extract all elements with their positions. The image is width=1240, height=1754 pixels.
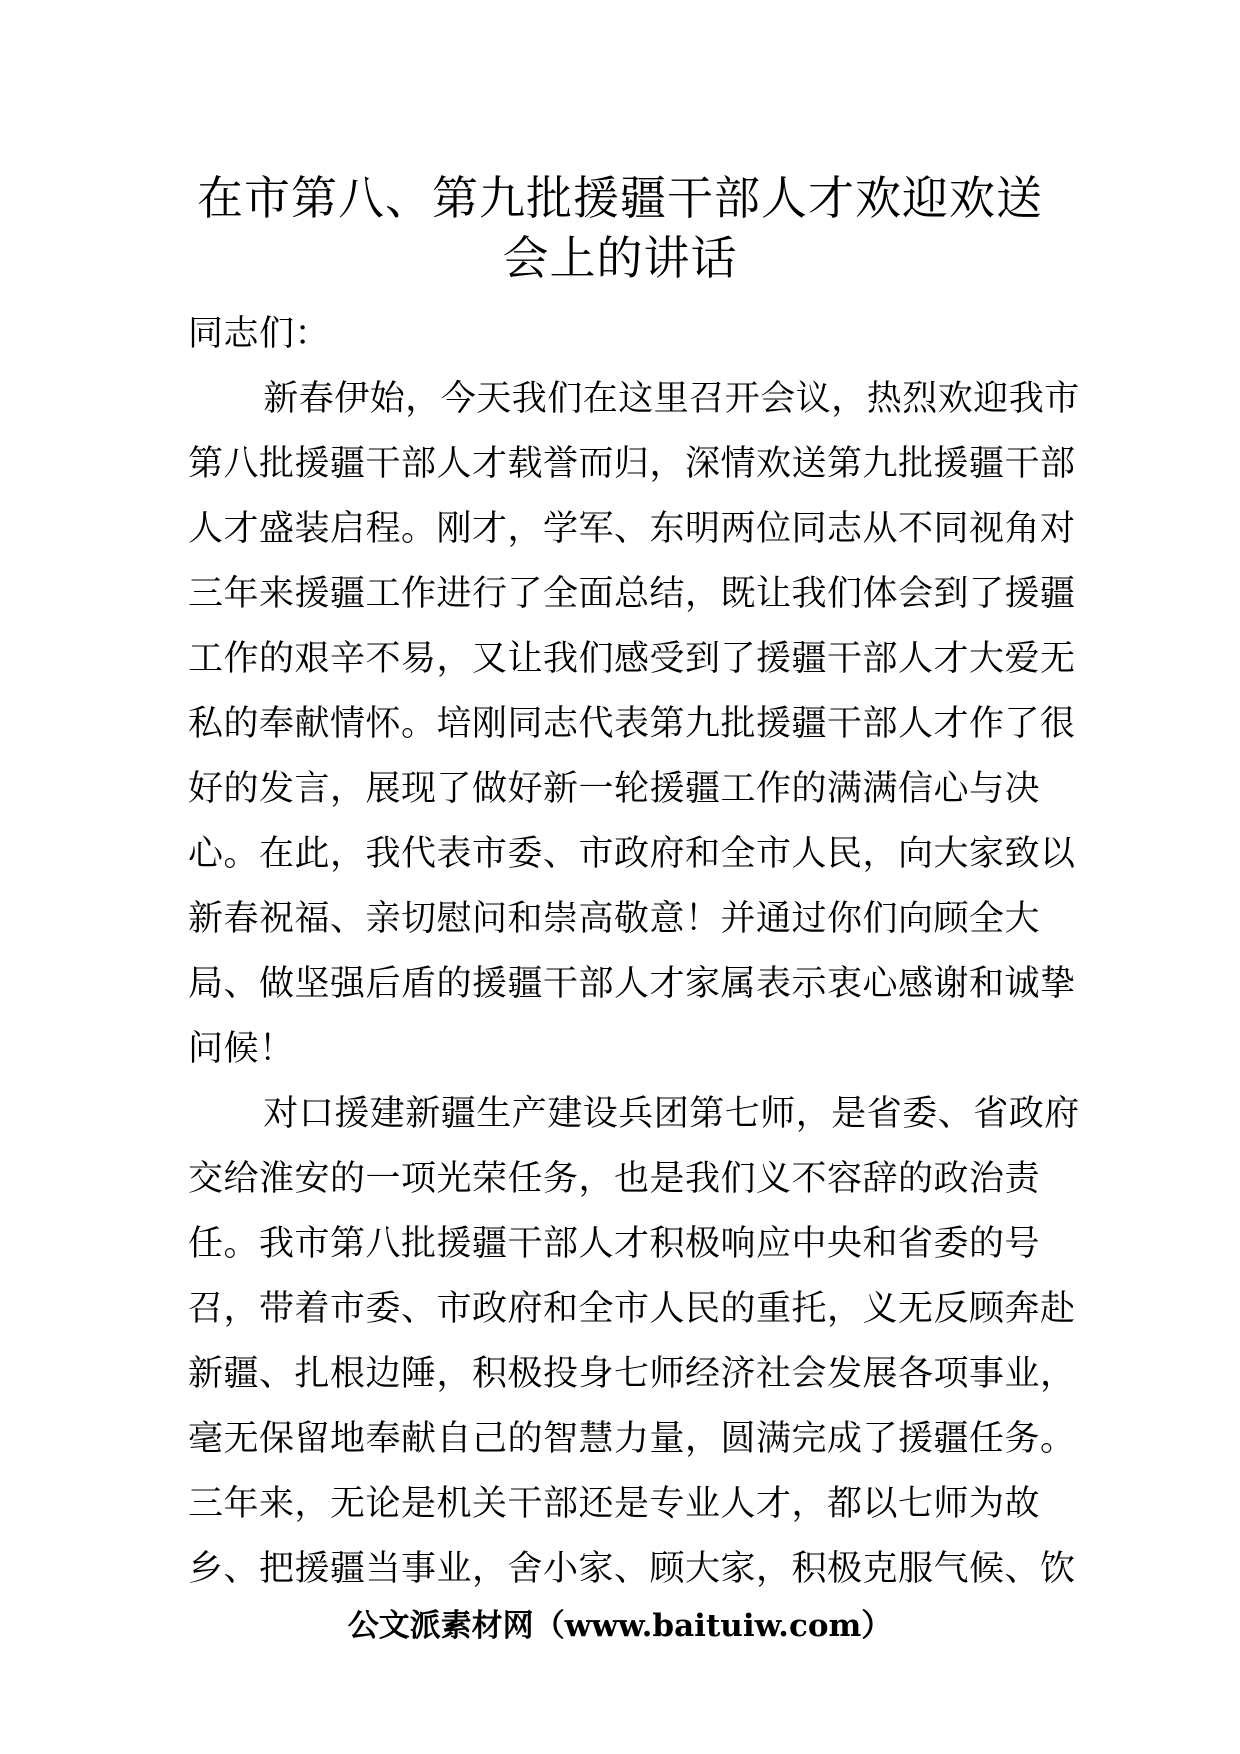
paragraph-line: 新疆、扎根边陲，积极投身七师经济社会发展各项事业， (188, 1354, 1076, 1394)
paragraph-line: 工作的艰辛不易，又让我们感受到了援疆干部人才大爱无 (188, 639, 1076, 679)
paragraph-line: 人才盛装启程。刚才，学军、东明两位同志从不同视角对 (188, 509, 1076, 549)
footer-brand: 公文派素材网 (347, 1608, 534, 1644)
paragraph-2 (188, 1082, 1080, 1602)
footer-site: （www.baituiw.com） (533, 1608, 893, 1644)
paragraph-line: 毫无保留地奉献自己的智慧力量，圆满完成了援疆任务。 (188, 1419, 1076, 1459)
title-line: 会上的讲话 (502, 231, 738, 285)
paragraph-line: 好的发言，展现了做好新一轮援疆工作的满满信心与决 (188, 769, 1041, 809)
paragraph-line: 对口援建新疆生产建设兵团第七师，是省委、省政府 (263, 1094, 1080, 1134)
paragraph-line: 第八批援疆干部人才载誉而归，深情欢送第九批援疆干部 (188, 444, 1076, 484)
document-body (188, 302, 1080, 1602)
paragraph-line: 局、做坚强后盾的援疆干部人才家属表示衷心感谢和诚挚 (188, 964, 1076, 1004)
paragraph-line: 心。在此，我代表市委、市政府和全市人民，向大家致以 (188, 834, 1076, 874)
paragraph-line: 乡、把援疆当事业，舍小家、顾大家，积极克服气候、饮 (188, 1549, 1076, 1589)
paragraph-line: 交给淮安的一项光荣任务，也是我们义不容辞的政治责 (188, 1159, 1041, 1199)
footer-watermark (0, 1604, 1240, 1648)
paragraph-line: 任。我市第八批援疆干部人才积极响应中央和省委的号 (188, 1224, 1041, 1264)
paragraph-line: 问候！ (188, 1029, 295, 1069)
paragraph-line: 三年来援疆工作进行了全面总结，既让我们体会到了援疆 (188, 574, 1076, 614)
paragraph-line: 召，带着市委、市政府和全市人民的重托，义无反顾奔赴 (188, 1289, 1076, 1329)
paragraph-line: 私的奉献情怀。培刚同志代表第九批援疆干部人才作了很 (188, 704, 1076, 744)
paragraph-line: 新春伊始，今天我们在这里召开会议，热烈欢迎我市 (263, 379, 1080, 419)
paragraph-1 (188, 367, 1080, 1082)
document-title (160, 168, 1080, 288)
salutation: 同志们： (188, 314, 331, 354)
paragraph-line: 新春祝福、亲切慰问和崇高敬意！并通过你们向顾全大 (188, 899, 1041, 939)
title-line: 在市第八、第九批援疆干部人才欢迎欢送 (197, 171, 1043, 225)
paragraph-line: 三年来，无论是机关干部还是专业人才，都以七师为故 (188, 1484, 1041, 1524)
